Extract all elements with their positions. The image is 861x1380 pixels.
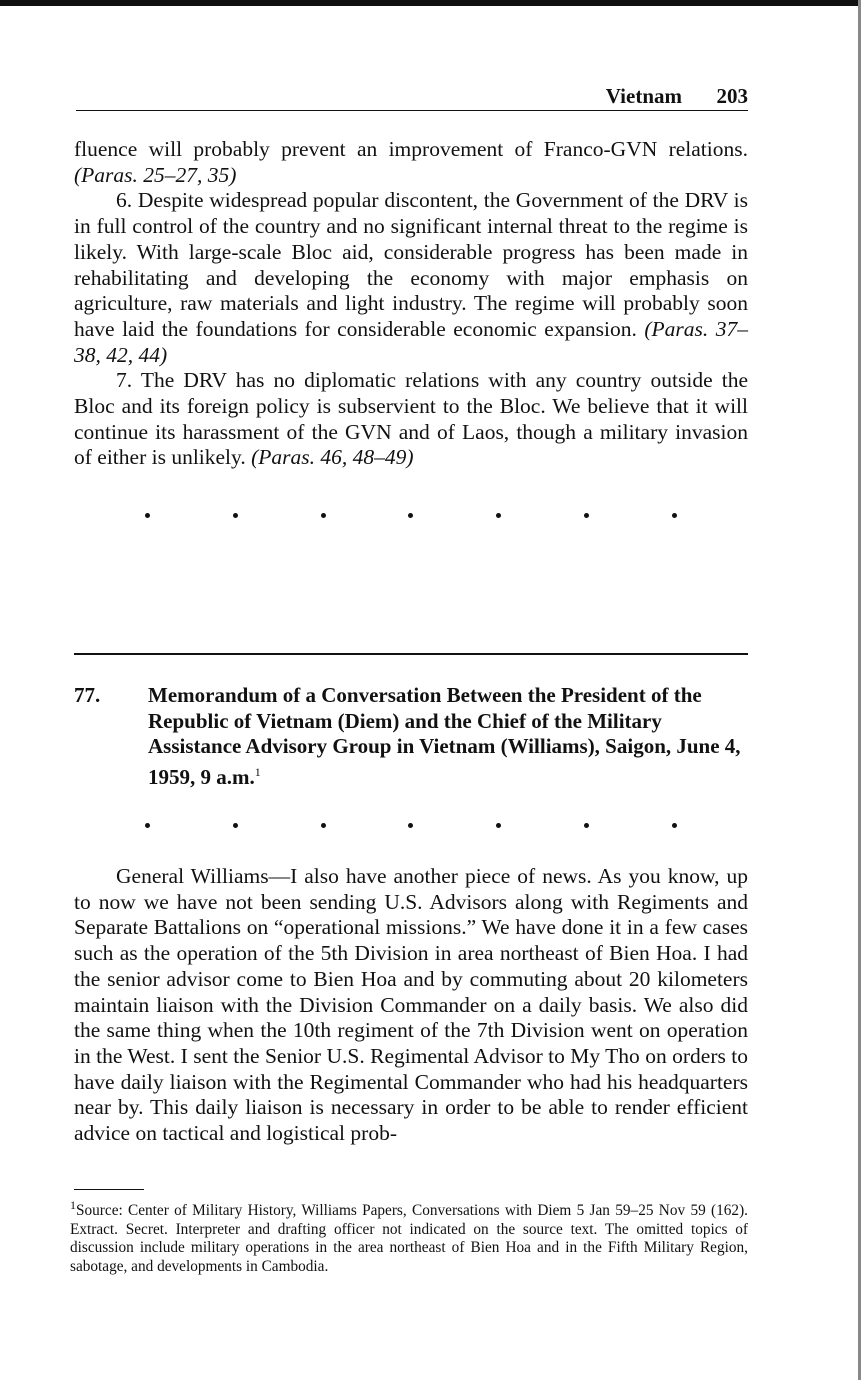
paragraph-text: fluence will probably prevent an improvement of Franco-GVN relations. xyxy=(74,137,748,161)
top-section-text xyxy=(74,137,748,471)
paragraph-text: 7. The DRV has no diplomatic relations with any country outside the Bloc and its foreign policy is subservient to the Bloc. We believe that it will continue its harassment of the GVN and of Laos, though a military invasion of either is unlikely. xyxy=(74,368,748,470)
ellipsis-dot xyxy=(233,823,238,828)
page-top-edge xyxy=(0,0,861,6)
conversation-paragraph: General Williams—I also have another piece of news. As you know, up to now we have not been sending U.S. Advisors along with Regiments and Separate Battalions on “operational missions.” We have done it in a few cases such as the operation of the 5th Division in area northeast of Bien Hoa. I had the senior advisor come to Bien Hoa and by commuting about 20 kilometers maintain liaison with the Division Commander on a daily basis. We also did the same thing when the 10th regiment of the 7th Division went on operation in the West. I sent the Senior U.S. Regimental Advisor to My Tho on orders to have daily liaison with the Regimental Commander who had his headquarters near by. This daily liaison is necessary in order to be able to render efficient advice on tactical and logistical prob- xyxy=(74,864,748,1146)
omission-ellipsis xyxy=(74,823,748,828)
footnote-marker: 1 xyxy=(254,764,261,779)
running-header xyxy=(76,84,748,111)
document-title-text: Memorandum of a Conversation Between the President of the Republic of Vietnam (Diem) and the Chief of the Military Assistance Advisory Group in Vietnam (Williams), Saigon, June 4, 1959, 9 a.m. xyxy=(148,683,741,789)
omission-ellipsis xyxy=(74,513,748,518)
document-title xyxy=(148,683,748,790)
paragraph-6 xyxy=(74,188,748,368)
ellipsis-dot xyxy=(408,513,413,518)
paragraph-references: (Paras. 37–38, 42, 44) xyxy=(74,316,748,367)
ellipsis-dot xyxy=(408,823,413,828)
footnote xyxy=(70,1196,748,1276)
footnote-text: Source: Center of Military History, Williams Papers, Conversations with Diem 5 Jan 59–25 Nov 59 (162). Extract. Secret. Interpreter and drafting officer not indicated on the source text. The omitted topics of discussion include military operations in the area northeast of Bien Hoa and in the Fifth Military Region, sabotage, and developments in Cambodia. xyxy=(70,1202,748,1275)
ellipsis-dot xyxy=(321,513,326,518)
footnote-rule xyxy=(74,1189,144,1190)
ellipsis-dot xyxy=(672,513,677,518)
paragraph-text: 6. Despite widespread popular discontent, the Government of the DRV is in full control of the country and no significant internal threat to the regime is likely. With large-scale Bloc aid, considerable progress has been made in rehabilitating and developing the economy with major emphasis on agriculture, raw materials and light industry. The regime will probably soon have laid the foundations for considerable economic expansion. xyxy=(74,188,748,341)
section-divider xyxy=(74,653,748,655)
running-header-title: Vietnam xyxy=(605,84,682,108)
paragraph-references: (Paras. 46, 48–49) xyxy=(251,445,414,470)
ellipsis-dot xyxy=(584,513,589,518)
ellipsis-dot xyxy=(496,513,501,518)
ellipsis-dot xyxy=(584,823,589,828)
ellipsis-dot xyxy=(672,823,677,828)
ellipsis-dot xyxy=(233,513,238,518)
page-number: 203 xyxy=(716,84,748,108)
paragraph-references: (Paras. 25–27, 35) xyxy=(74,162,237,187)
footnote-marker: 1 xyxy=(70,1198,76,1212)
ellipsis-dot xyxy=(496,823,501,828)
paragraph-continuation xyxy=(74,137,748,188)
document-number: 77. xyxy=(74,683,101,707)
paragraph-7 xyxy=(74,368,748,471)
ellipsis-dot xyxy=(145,513,150,518)
ellipsis-dot xyxy=(321,823,326,828)
ellipsis-dot xyxy=(145,823,150,828)
conversation-text xyxy=(74,864,748,1147)
